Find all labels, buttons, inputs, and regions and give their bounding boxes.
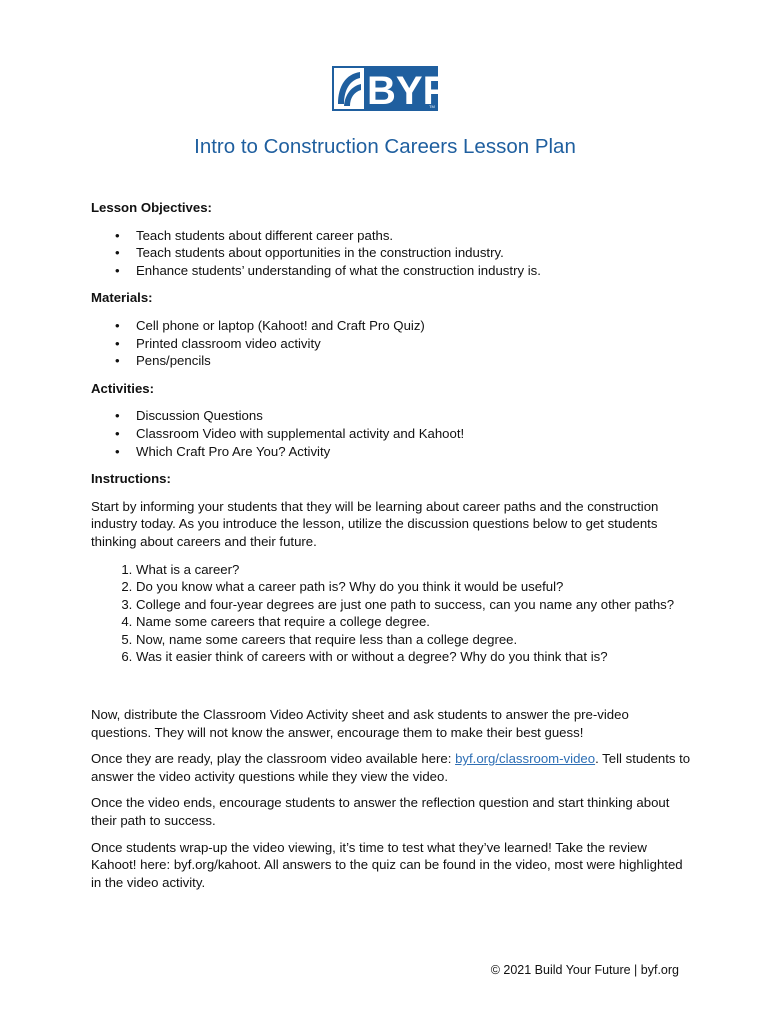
page-footer: © 2021 Build Your Future | byf.org	[490, 963, 679, 977]
instructions-intro: Start by informing your students that they will be learning about career paths and the construction industry today. As you introduce the lesson, utilize the discussion questions below to get students thinking about careers and their future.	[91, 498, 659, 549]
list-item: 5. Now, name some careers that require less than a college degree.	[136, 631, 691, 649]
page-title: Intro to Construction Careers Lesson Plan	[194, 135, 576, 158]
objectives-heading: Lesson Objectives:	[91, 200, 212, 215]
list-item: 3. College and four-year degrees are just one path to success, can you name any other paths?	[136, 596, 691, 614]
list-item: 1. What is a career?	[136, 561, 691, 579]
materials-heading: Materials:	[91, 290, 153, 306]
activities-heading: Activities:	[91, 380, 155, 396]
activities-list	[91, 407, 691, 460]
paragraph-text: . Tell students to answer the video activity questions while they view the video.	[91, 751, 691, 784]
list-item: • Enhance students’ understanding of what the construction industry is.	[136, 262, 691, 280]
list-item: • Classroom Video with supplemental activity and Kahoot!	[136, 425, 691, 443]
logo-text: BYF	[367, 69, 438, 111]
instructions-heading: Instructions:	[91, 471, 171, 487]
objectives-list	[91, 227, 691, 280]
list-item: • Teach students about different career paths.	[136, 227, 691, 245]
discussion-questions-list	[91, 561, 691, 667]
list-item: 2. Do you know what a career path is? Why do you think it would be useful?	[136, 578, 691, 596]
paragraph-text: Once they are ready, play the classroom video available here:	[91, 751, 456, 767]
paragraph-kahoot: Once students wrap-up the video viewing, it’s time to test what they’ve learned! Take the review Kahoot! here: byf.org/kahoot. All answers to the quiz can be found in the video, most were highlighted in the video activity.	[91, 839, 683, 890]
byf-logo	[332, 66, 438, 111]
logo-trademark: TM	[429, 104, 435, 109]
classroom-video-link[interactable]: byf.org/classroom-video	[455, 751, 596, 767]
list-item: • Which Craft Pro Are You? Activity	[136, 443, 691, 461]
list-item: 4. Name some careers that require a college degree.	[136, 613, 691, 631]
list-item: 6. Was it easier think of careers with or without a degree? Why do you think that is?	[136, 648, 691, 666]
list-item: • Cell phone or laptop (Kahoot! and Craft Pro Quiz)	[136, 317, 691, 335]
lesson-content	[91, 199, 691, 900]
paragraph-play-video	[91, 750, 691, 785]
list-item: • Teach students about opportunities in the construction industry.	[136, 244, 691, 262]
materials-list	[91, 317, 691, 370]
list-item: • Pens/pencils	[136, 352, 691, 370]
list-item: • Printed classroom video activity	[136, 335, 691, 353]
list-item: • Discussion Questions	[136, 407, 691, 425]
paragraph-video-ends: Once the video ends, encourage students to answer the reflection question and start thinking about their path to success.	[91, 795, 670, 829]
paragraph-distribute: Now, distribute the Classroom Video Activity sheet and ask students to answer the pre-video questions. They will not know the answer, encourage them to make their best guess!	[91, 707, 629, 740]
